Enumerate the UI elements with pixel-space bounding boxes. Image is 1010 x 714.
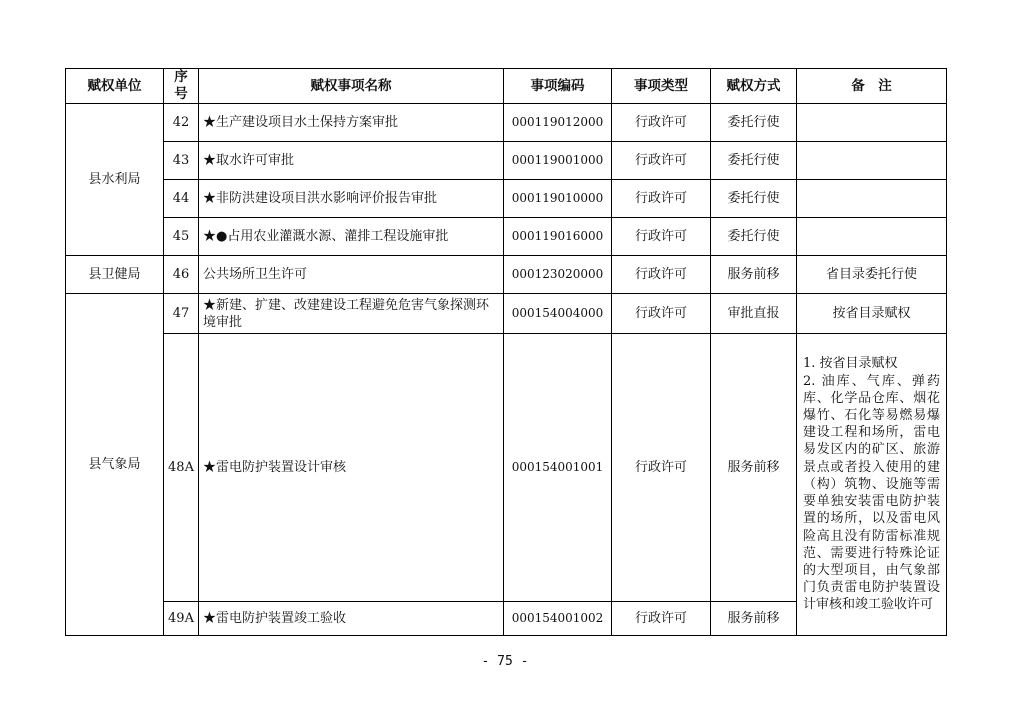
header-remark: 备 注	[797, 69, 947, 104]
row-method: 委托行使	[711, 180, 797, 218]
row-no: 48A	[164, 334, 199, 602]
row-no: 47	[164, 294, 199, 334]
table-row	[66, 142, 947, 180]
row-no: 49A	[164, 602, 199, 636]
row-code: 000119010000	[504, 180, 612, 218]
row-method: 委托行使	[711, 104, 797, 142]
header-method: 赋权方式	[711, 69, 797, 104]
row-method: 服务前移	[711, 602, 797, 636]
table-row	[66, 334, 947, 602]
row-name: ★雷电防护装置竣工验收	[199, 602, 504, 636]
row-name: 公共场所卫生许可	[199, 256, 504, 294]
row-method: 服务前移	[711, 334, 797, 602]
row-type: 行政许可	[612, 602, 711, 636]
header-unit: 赋权单位	[66, 69, 164, 104]
row-type: 行政许可	[612, 142, 711, 180]
header-name: 赋权事项名称	[199, 69, 504, 104]
merged-remark-cell	[797, 334, 947, 636]
header-type: 事项类型	[612, 69, 711, 104]
row-name: ★非防洪建设项目洪水影响评价报告审批	[199, 180, 504, 218]
row-remark	[797, 180, 947, 218]
row-type: 行政许可	[612, 104, 711, 142]
unit-cell-water: 县水利局	[66, 104, 164, 256]
row-remark: 省目录委托行使	[797, 256, 947, 294]
row-name: ★新建、扩建、改建建设工程避免危害气象探测环境审批	[199, 294, 504, 334]
row-remark	[797, 104, 947, 142]
table-row	[66, 218, 947, 256]
row-type: 行政许可	[612, 218, 711, 256]
table-header-row	[66, 69, 947, 104]
row-type: 行政许可	[612, 256, 711, 294]
row-type: 行政许可	[612, 294, 711, 334]
row-no: 46	[164, 256, 199, 294]
row-method: 委托行使	[711, 218, 797, 256]
row-remark	[797, 142, 947, 180]
row-type: 行政许可	[612, 180, 711, 218]
header-no: 序号	[164, 69, 199, 104]
row-remark	[797, 218, 947, 256]
row-name: ★雷电防护装置设计审核	[199, 334, 504, 602]
unit-cell-health: 县卫健局	[66, 256, 164, 294]
row-name: ★●占用农业灌溉水源、灌排工程设施审批	[199, 218, 504, 256]
row-code: 000119001000	[504, 142, 612, 180]
header-code: 事项编码	[504, 69, 612, 104]
row-code: 000154004000	[504, 294, 612, 334]
table-row	[66, 294, 947, 334]
row-method: 委托行使	[711, 142, 797, 180]
page-number: - 75 -	[481, 654, 529, 669]
table-row	[66, 104, 947, 142]
remark-line-2: 2. 油库、气库、弹药库、化学品仓库、烟花爆竹、石化等易燃易爆建设工程和场所，雷电易发区内的矿区、旅游景点或者投入使用的建（构）筑物、设施等需要单独安装雷电防护装置的场所，以及雷电风险高且没有防雷标准规范、需要进行特殊论证的大型项目，由气象部门负责雷电防护装置设计审核和竣工验收许可	[803, 373, 940, 613]
authorization-table	[65, 68, 947, 636]
row-method: 审批直报	[711, 294, 797, 334]
remark-line-1: 1. 按省目录赋权	[803, 356, 898, 372]
table-row	[66, 180, 947, 218]
row-code: 000119012000	[504, 104, 612, 142]
row-method: 服务前移	[711, 256, 797, 294]
row-no: 42	[164, 104, 199, 142]
row-no: 45	[164, 218, 199, 256]
row-name: ★取水许可审批	[199, 142, 504, 180]
row-code: 000154001002	[504, 602, 612, 636]
row-code: 000119016000	[504, 218, 612, 256]
row-no: 43	[164, 142, 199, 180]
row-code: 000123020000	[504, 256, 612, 294]
row-code: 000154001001	[504, 334, 612, 602]
row-remark: 按省目录赋权	[797, 294, 947, 334]
row-type: 行政许可	[612, 334, 711, 602]
row-name: ★生产建设项目水土保持方案审批	[199, 104, 504, 142]
table-row	[66, 256, 947, 294]
unit-cell-weather: 县气象局	[66, 294, 164, 636]
row-no: 44	[164, 180, 199, 218]
